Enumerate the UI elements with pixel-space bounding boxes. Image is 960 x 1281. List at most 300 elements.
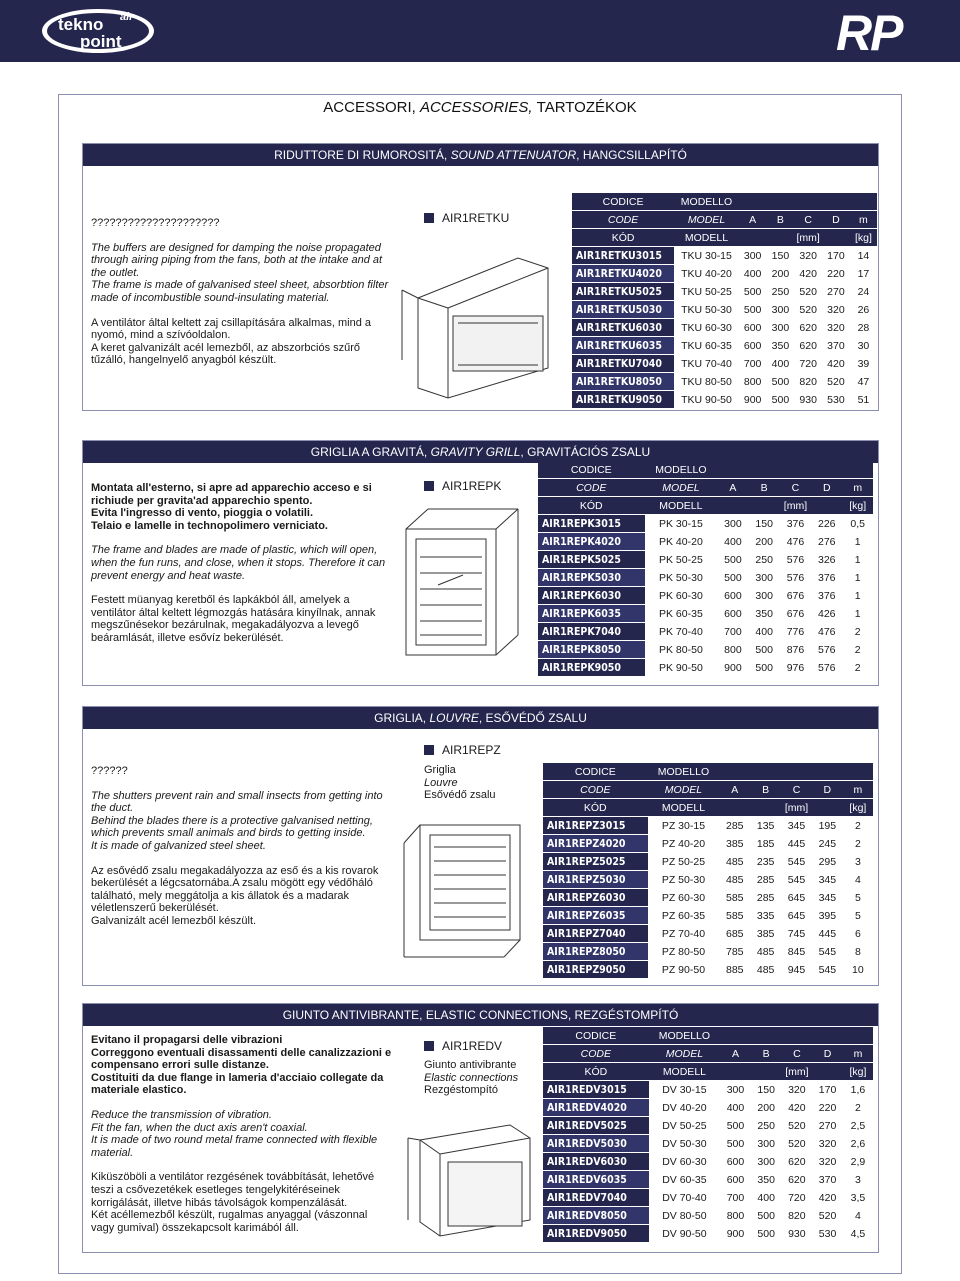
product-code-cell: AIR1REPZ6035: [543, 907, 648, 924]
desc-line: It is made of two round metal frame connected with flexible material.: [91, 1134, 378, 1159]
table-row: [538, 533, 873, 550]
value-cell: 300: [771, 303, 790, 316]
value-cell: 776: [786, 625, 805, 638]
model-cell: PZ 70-40: [661, 927, 706, 940]
table-row: [543, 1171, 873, 1188]
value-cell: 10: [852, 963, 864, 976]
value-cell: 700: [724, 625, 742, 638]
section-description: [91, 765, 393, 928]
spec-table: [572, 192, 877, 409]
model-cell: DV 50-30: [662, 1137, 707, 1150]
value-cell: 295: [818, 855, 837, 868]
value-cell: 500: [743, 285, 762, 298]
desc-line: Montata all'esterno, si apre ad apparechio acceso e si richiude per gravita'ad apparechio spento.: [91, 482, 372, 507]
value-cell: 600: [724, 589, 742, 602]
table-row: [538, 569, 873, 586]
value-cell: 530: [818, 1227, 837, 1240]
value-cell: 200: [771, 267, 790, 280]
table-row: [538, 641, 873, 658]
desc-line: Evitano il propagarsi delle vibrazioni: [91, 1034, 283, 1046]
value-cell: 720: [799, 357, 817, 370]
product-subtitle: Griglia Louvre Esővédő zsalu: [424, 764, 496, 802]
model-cell: PK 80-50: [659, 643, 703, 656]
value-cell: 420: [788, 1101, 806, 1114]
section-title: GRIGLIA A GRAVITÁ, GRAVITY GRILL, GRAVITÁCIÓS ZSALU: [83, 441, 878, 463]
table-row: [572, 355, 877, 372]
value-cell: 345: [787, 819, 806, 832]
value-cell: 30: [857, 339, 870, 352]
value-cell: 26: [857, 303, 870, 316]
table-row: [572, 391, 877, 408]
table-header-cell: B: [751, 1045, 782, 1062]
table-row: [572, 319, 877, 336]
desc-line: Galvanizált acél lemezből készült.: [91, 914, 257, 927]
value-cell: 2: [855, 1101, 861, 1114]
value-cell: 445: [787, 837, 806, 850]
value-cell: 300: [724, 517, 742, 530]
value-cell: 500: [757, 1209, 775, 1222]
table-header-cell: [850, 193, 877, 210]
value-cell: 226: [817, 517, 836, 530]
product-code-cell: AIR1REDV5030: [543, 1135, 649, 1152]
model-cell: TKU 80-50: [681, 375, 732, 388]
desc-line: ??????: [91, 765, 128, 777]
value-cell: 520: [788, 1137, 806, 1150]
model-cell: DV 50-25: [662, 1119, 707, 1132]
table-row: [572, 247, 877, 264]
desc-line: The shutters prevent rain and small insects from getting into the duct.: [91, 789, 383, 815]
value-cell: 4: [854, 873, 861, 886]
value-cell: 545: [818, 945, 837, 958]
table-row: [572, 373, 877, 390]
table-row: [543, 1153, 873, 1170]
series-label: RP: [836, 5, 902, 61]
value-cell: 150: [771, 249, 790, 262]
bullet-square-icon: [424, 213, 434, 223]
value-cell: 250: [757, 1119, 775, 1132]
value-cell: 845: [787, 945, 806, 958]
table-header-cell: KÓD: [572, 229, 674, 246]
page-title: ACCESSORI, ACCESSORIES, TARTOZÉKOK: [323, 99, 637, 116]
value-cell: 285: [726, 819, 744, 832]
desc-line: ?????????????????????: [91, 217, 220, 229]
value-cell: 326: [817, 553, 836, 566]
product-code-cell: AIR1RETKU6035: [572, 337, 674, 354]
value-cell: 500: [771, 375, 790, 388]
model-cell: TKU 50-30: [681, 303, 732, 316]
table-header-cell: [782, 1027, 813, 1044]
table-row: [543, 907, 873, 924]
model-cell: TKU 60-35: [681, 339, 732, 352]
value-cell: 320: [827, 321, 845, 334]
model-cell: DV 90-50: [662, 1227, 707, 1240]
product-code-cell: AIR1REDV3015: [543, 1081, 649, 1098]
value-cell: 685: [726, 927, 744, 940]
value-cell: 1,6: [850, 1083, 866, 1096]
value-cell: 2,6: [850, 1137, 866, 1150]
value-cell: 1: [854, 589, 861, 602]
value-cell: 345: [818, 891, 837, 904]
desc-line: Az esővédő zsalu megakadályozza az eső és a kis rovarok bekerülését a légcsatornába.A zsalu mögött egy védőháló található, mely meggátolja a kis állatok és a madarak véletlenszerű bekerülését.: [91, 864, 379, 915]
product-code-cell: AIR1REPZ9050: [543, 961, 648, 978]
desc-line: Festett müanyag keretből és lapkákból áll, amelyek a ventilátor által keltett légmozgás hatására kinyílnak, annak megszűnésekor bezárulnak, megakadályozva a levegő beáramlását, illetve esővíz bekerülését.: [91, 594, 376, 644]
model-cell: PZ 50-30: [661, 873, 706, 886]
value-cell: 285: [756, 873, 775, 886]
value-cell: 300: [755, 571, 773, 584]
value-cell: 700: [743, 357, 762, 370]
spec-table: [543, 1026, 873, 1243]
table-header-cell: [mm]: [750, 799, 843, 816]
value-cell: 5: [854, 891, 861, 904]
table-header-cell: KÓD: [538, 497, 645, 514]
model-cell: PZ 60-35: [661, 909, 706, 922]
product-code-cell: AIR1REPK6030: [538, 587, 645, 604]
table-header-cell: [842, 461, 873, 478]
desc-line: Costituiti da due flange in lameria d'acciaio collegate da materiale elastico.: [91, 1071, 384, 1097]
table-row: [543, 871, 873, 888]
desc-line: A ventilátor által keltett zaj csillapítására alkalmas, mind a nyomó, mind a szívóoldalon.: [91, 316, 372, 342]
value-cell: 600: [724, 607, 742, 620]
model-cell: DV 80-50: [662, 1209, 707, 1222]
value-cell: 445: [818, 927, 837, 940]
table-header-cell: [720, 1063, 751, 1080]
value-cell: 500: [755, 661, 773, 674]
table-header-cell: [kg]: [850, 229, 877, 246]
section-description: [91, 217, 396, 367]
product-code-cell: AIR1REPZ5030: [543, 871, 648, 888]
table-header-cell: B: [749, 479, 780, 496]
table-header-cell: [kg]: [843, 799, 873, 816]
value-cell: 2: [854, 643, 861, 656]
table-header-cell: MODELL: [649, 1063, 720, 1080]
value-cell: 800: [724, 643, 742, 656]
product-code-cell: AIR1REPK8050: [538, 641, 645, 658]
table-header-cell: [822, 193, 850, 210]
model-cell: PK 70-40: [659, 625, 703, 638]
value-cell: 600: [726, 1173, 745, 1186]
table-header-cell: D: [811, 479, 842, 496]
table-header-cell: C: [781, 781, 812, 798]
value-cell: 4: [855, 1209, 861, 1222]
model-cell: PK 50-30: [659, 571, 703, 584]
value-cell: 170: [818, 1083, 837, 1096]
table-header-cell: [mm]: [767, 229, 850, 246]
table-header-cell: MODELLO: [674, 193, 739, 210]
value-cell: 320: [818, 1137, 837, 1150]
value-cell: 930: [788, 1227, 806, 1240]
value-cell: 600: [743, 339, 762, 352]
value-cell: 170: [827, 249, 845, 262]
value-cell: 676: [786, 589, 805, 602]
value-cell: 3: [855, 1173, 861, 1186]
brand-tekno: tekno: [58, 15, 104, 34]
table-header-cell: CODE: [543, 781, 648, 798]
value-cell: 135: [756, 819, 775, 832]
product-code-cell: AIR1RETKU5030: [572, 301, 674, 318]
model-cell: PK 30-15: [659, 517, 703, 530]
value-cell: 785: [726, 945, 744, 958]
value-cell: 500: [757, 1227, 775, 1240]
model-cell: DV 60-30: [662, 1155, 707, 1168]
value-cell: 270: [827, 285, 845, 298]
value-cell: 520: [818, 1209, 837, 1222]
value-cell: 2,5: [850, 1119, 866, 1132]
value-cell: 485: [756, 945, 775, 958]
brand-point: point: [80, 32, 122, 51]
value-cell: 1: [854, 553, 861, 566]
bullet-square-icon: [424, 745, 434, 755]
louvre-drawing: [400, 815, 535, 965]
table-header-cell: [719, 763, 750, 780]
value-cell: 320: [827, 303, 845, 316]
table-header-cell: MODELL: [648, 799, 720, 816]
value-cell: 47: [857, 375, 870, 388]
desc-line: Evita l'ingresso di vento, pioggia o volatili.: [91, 507, 314, 520]
table-header-cell: [812, 1027, 843, 1044]
value-cell: 585: [726, 909, 744, 922]
table-header-cell: B: [750, 781, 781, 798]
value-cell: 500: [755, 643, 773, 656]
spec-table: [538, 460, 873, 677]
model-cell: PZ 30-15: [661, 819, 706, 832]
value-cell: 300: [726, 1083, 745, 1096]
table-row: [538, 551, 873, 568]
value-cell: 270: [818, 1119, 837, 1132]
value-cell: 476: [786, 535, 805, 548]
value-cell: 3: [854, 855, 861, 868]
table-header-cell: MODELL: [645, 497, 718, 514]
table-header-cell: D: [822, 211, 850, 228]
product-code-cell: AIR1REDV6030: [543, 1153, 649, 1170]
value-cell: 300: [743, 249, 762, 262]
table-header-cell: [750, 763, 781, 780]
desc-line: It is made of galvanized steel sheet.: [91, 839, 266, 852]
product-code-cell: AIR1REPZ8050: [543, 943, 648, 960]
table-row: [543, 1099, 873, 1116]
value-cell: 485: [756, 963, 775, 976]
table-header-cell: [719, 799, 750, 816]
value-cell: 576: [817, 643, 836, 656]
model-cell: DV 70-40: [662, 1191, 707, 1204]
model-cell: TKU 90-50: [681, 393, 732, 406]
table-body: [543, 817, 873, 978]
product-code-cell: AIR1RETKU6030: [572, 319, 674, 336]
table-header-cell: CODE: [543, 1045, 649, 1062]
table-header-cell: D: [812, 781, 843, 798]
value-cell: 900: [726, 1227, 745, 1240]
value-cell: 700: [726, 1191, 745, 1204]
desc-line: Kiküszöböli a ventilátor rezgésének továbbítását, lehetővé teszi a csővezetékek esetleges tengelykitéréseinek korrigálását, illetve hibás távolságok kompenzálását.: [91, 1171, 375, 1209]
table-row: [543, 1225, 873, 1242]
desc-line: A keret galvanizált acél lemezből, az abszorbciós szűrő tűzálló, hangelnyelő anyagból készült.: [91, 341, 361, 367]
table-header-cell: [843, 1027, 873, 1044]
value-cell: 720: [788, 1191, 806, 1204]
table-header-cell: [717, 497, 748, 514]
value-cell: 500: [771, 393, 790, 406]
table-header-cell: m: [850, 211, 877, 228]
value-cell: 820: [788, 1209, 806, 1222]
model-cell: TKU 50-25: [681, 285, 732, 298]
value-cell: 876: [786, 643, 805, 656]
value-cell: 385: [756, 927, 775, 940]
value-cell: 545: [787, 855, 806, 868]
table-header-cell: MODELLO: [648, 763, 720, 780]
value-cell: 676: [786, 607, 805, 620]
table-header-cell: [739, 229, 767, 246]
product-code-cell: AIR1REDV9050: [543, 1225, 649, 1242]
value-cell: 376: [786, 517, 805, 530]
model-cell: PK 60-30: [659, 589, 703, 602]
model-cell: TKU 40-20: [681, 267, 732, 280]
value-cell: 420: [799, 267, 817, 280]
product-code-cell: AIR1REPK9050: [538, 659, 645, 676]
product-code-cell: AIR1REPZ7040: [543, 925, 648, 942]
product-code-cell: AIR1REPK5025: [538, 551, 645, 568]
value-cell: 24: [857, 285, 870, 298]
desc-line: Behind the blades there is a protective galvanised netting, which prevents small animals and birds to getting inside.: [91, 814, 373, 840]
model-cell: PK 40-20: [659, 535, 703, 548]
product-code-cell: AIR1RETKU9050: [572, 391, 674, 408]
table-header-cell: MODEL: [674, 211, 739, 228]
value-cell: 485: [726, 873, 744, 886]
product-code-cell: AIR1RETKU7040: [572, 355, 674, 372]
value-cell: 520: [799, 303, 817, 316]
table-header-cell: CODICE: [543, 1027, 649, 1044]
value-cell: 520: [788, 1119, 806, 1132]
value-cell: 400: [724, 535, 742, 548]
table-body: [543, 1081, 873, 1242]
product-code-cell: AIR1RETKU8050: [572, 373, 674, 390]
value-cell: 320: [799, 249, 817, 262]
table-header-cell: MODELLO: [649, 1027, 720, 1044]
table-row: [543, 1081, 873, 1098]
sound-attenuator-drawing: [398, 228, 558, 403]
table-header-cell: [739, 193, 767, 210]
table-row: [543, 1207, 873, 1224]
table-header-cell: [kg]: [842, 497, 873, 514]
section-title: GIUNTO ANTIVIBRANTE, ELASTIC CONNECTIONS, REZGÉSTOMPÍTÓ: [83, 1004, 878, 1026]
model-cell: TKU 30-15: [681, 249, 732, 262]
value-cell: 235: [756, 855, 775, 868]
value-cell: 245: [818, 837, 837, 850]
table-header-cell: [794, 193, 822, 210]
value-cell: 400: [726, 1101, 745, 1114]
table-header-cell: [717, 461, 748, 478]
product-code-cell: AIR1REPZ5025: [543, 853, 648, 870]
section-description: [91, 482, 391, 645]
value-cell: 345: [818, 873, 837, 886]
value-cell: 185: [756, 837, 775, 850]
table-header-cell: [843, 763, 873, 780]
table-row: [538, 515, 873, 532]
model-cell: TKU 70-40: [681, 357, 732, 370]
value-cell: 800: [743, 375, 762, 388]
value-cell: 520: [827, 375, 845, 388]
table-row: [572, 301, 877, 318]
model-cell: PK 50-25: [659, 553, 703, 566]
model-cell: PZ 80-50: [661, 945, 706, 958]
elastic-connection-drawing: [400, 1110, 540, 1250]
table-header-cell: MODEL: [648, 781, 720, 798]
gravity-grill-drawing: [398, 505, 528, 670]
model-cell: DV 30-15: [662, 1083, 707, 1096]
product-code-cell: AIR1REPZ6030: [543, 889, 648, 906]
desc-line: The frame and blades are made of plastic, which will open, when the fun runs, and close, when it stops. Therefore it can prevent energy and heat waste.: [91, 544, 386, 582]
value-cell: 5: [854, 909, 861, 922]
table-header-cell: C: [782, 1045, 813, 1062]
table-header-cell: B: [767, 211, 795, 228]
model-cell: PK 60-35: [659, 607, 703, 620]
table-row: [538, 587, 873, 604]
value-cell: 14: [857, 249, 870, 262]
value-cell: 370: [818, 1173, 837, 1186]
value-cell: 645: [787, 891, 806, 904]
spec-table: [543, 762, 873, 979]
value-cell: 4,5: [850, 1227, 866, 1240]
product-code-cell: AIR1REDV8050: [543, 1207, 649, 1224]
value-cell: 945: [787, 963, 806, 976]
product-code-cell: AIR1REDV5025: [543, 1117, 649, 1134]
table-header-cell: A: [719, 781, 750, 798]
value-cell: 350: [757, 1173, 775, 1186]
value-cell: 600: [726, 1155, 745, 1168]
value-cell: 500: [724, 553, 742, 566]
value-cell: 576: [817, 661, 836, 674]
value-cell: 200: [755, 535, 773, 548]
product-code-label: AIR1REDV: [424, 1039, 502, 1053]
product-code-cell: AIR1REDV6035: [543, 1171, 649, 1188]
product-code-cell: AIR1REPK4020: [538, 533, 645, 550]
table-header-cell: [mm]: [751, 1063, 843, 1080]
value-cell: 300: [755, 589, 773, 602]
value-cell: 220: [818, 1101, 837, 1114]
table-row: [543, 925, 873, 942]
value-cell: 285: [756, 891, 775, 904]
value-cell: 2: [854, 625, 861, 638]
model-cell: PZ 90-50: [661, 963, 706, 976]
value-cell: 376: [817, 589, 836, 602]
product-code-cell: AIR1RETKU4020: [572, 265, 674, 282]
value-cell: 1: [854, 535, 861, 548]
table-header-cell: [780, 461, 811, 478]
section-title: GRIGLIA, LOUVRE, ESŐVÉDŐ ZSALU: [83, 707, 878, 729]
value-cell: 485: [726, 855, 744, 868]
value-cell: 0,5: [850, 517, 865, 530]
value-cell: 2,9: [850, 1155, 866, 1168]
value-cell: 500: [726, 1137, 745, 1150]
value-cell: 17: [857, 267, 870, 280]
value-cell: 2: [854, 837, 861, 850]
table-header-cell: CODE: [538, 479, 645, 496]
value-cell: 250: [771, 285, 790, 298]
product-code-cell: AIR1REPK3015: [538, 515, 645, 532]
value-cell: 276: [817, 535, 836, 548]
value-cell: 500: [724, 571, 742, 584]
table-header-cell: C: [780, 479, 811, 496]
table-header-cell: A: [720, 1045, 751, 1062]
value-cell: 350: [755, 607, 773, 620]
value-cell: 400: [755, 625, 773, 638]
model-cell: TKU 60-30: [681, 321, 732, 334]
desc-line: Fit the fan, when the duct axis aren't coaxial.: [91, 1121, 308, 1134]
value-cell: 900: [724, 661, 742, 674]
section-title: RIDUTTORE DI RUMOROSITÁ, SOUND ATTENUATOR, HANGCSILLAPÍTÓ: [83, 144, 878, 166]
brand-logo: [40, 6, 160, 56]
table-row: [543, 1189, 873, 1206]
value-cell: 420: [818, 1191, 837, 1204]
table-header-cell: [767, 193, 795, 210]
value-cell: 376: [817, 571, 836, 584]
